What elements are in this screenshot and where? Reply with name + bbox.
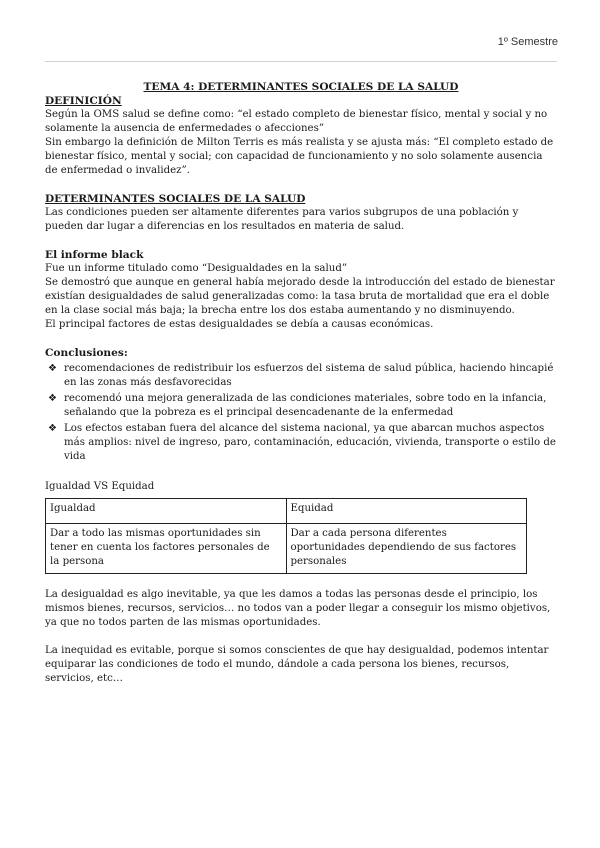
conclusiones-list xyxy=(45,362,557,464)
table-row xyxy=(46,524,527,574)
table-header-cell: Equidad xyxy=(286,499,527,524)
determinantes-paragraph: Las condiciones pueden ser altamente diferentes para varios subgrupos de una población y pueden dar lugar a diferencias en los resultados en materia de salud. xyxy=(45,207,519,232)
informe-paragraph-2: Se demostró que aunque en general había mejorado desde la introducción del estado de bienestar existían desigualdades de salud generalizadas como: la tasa bruta de mortalidad que era el doble en la clase social más baja; la brecha entre los dos estaba aumentando y no disminuyendo. xyxy=(45,277,555,316)
list-item xyxy=(45,392,557,420)
list-item xyxy=(45,422,557,464)
list-item xyxy=(45,362,557,390)
table-header-cell: Igualdad xyxy=(46,499,287,524)
definicion-heading: DEFINICIÓN xyxy=(45,95,122,107)
comparison-label: Igualdad VS Equidad xyxy=(45,481,155,492)
determinantes-heading: DETERMINANTES SOCIALES DE LA SALUD xyxy=(45,193,306,205)
informe-paragraph-3: El principal factores de estas desigualdades se debía a causas económicas. xyxy=(45,319,434,330)
definicion-paragraph-1: Según la OMS salud se define como: “el estado completo de bienestar físico, mental y social y no solamente la ausencia de enfermedades o afecciones” xyxy=(45,109,548,134)
table-cell: Dar a todo las mismas oportunidades sin tener en cuenta los factores personales de la persona xyxy=(46,524,287,574)
list-item-text: recomendaciones de redistribuir los esfuerzos del sistema de salud pública, haciendo hincapié en las zonas más desfavorecidas xyxy=(64,363,554,388)
definicion-paragraph-2: Sin embargo la definición de Milton Terris es más realista y se ajusta más: “El completo estado de bienestar físico, mental y social; con capacidad de funcionamiento y no solo solamente ausencia de enfermedad o invalidez”. xyxy=(45,137,554,176)
header-divider xyxy=(45,61,557,62)
diamond-bullet-icon: ❖ xyxy=(48,363,57,374)
closing-paragraph-2: La inequidad es evitable, porque si somos conscientes de que hay desigualdad, podemos intentar equiparar las condiciones de todo el mundo, dándole a cada persona los bienes, recursos, servicios, etc… xyxy=(45,645,549,684)
list-item-text: Los efectos estaban fuera del alcance del sistema nacional, ya que abarcan muchos aspectos más amplios: nivel de ingreso, paro, contaminación, educación, vivienda, transporte o estilo de vida xyxy=(64,423,556,462)
table-cell: Dar a cada persona diferentes oportunidades dependiendo de sus factores personales xyxy=(286,524,527,574)
semester-label: 1º Semestre xyxy=(497,36,558,48)
informe-heading: El informe black xyxy=(45,249,144,261)
diamond-bullet-icon: ❖ xyxy=(48,423,57,434)
list-item-text: recomendó una mejora generalizada de las condiciones materiales, sobre todo en la infancia, señalando que la pobreza es el principal desencadenante de la enfermedad xyxy=(64,393,547,418)
diamond-bullet-icon: ❖ xyxy=(48,393,57,404)
comparison-table xyxy=(45,498,527,574)
informe-paragraph-1: Fue un informe titulado como “Desigualdades en la salud” xyxy=(45,263,348,274)
conclusiones-heading: Conclusiones: xyxy=(45,347,128,359)
document-title: TEMA 4: DETERMINANTES SOCIALES DE LA SALUD xyxy=(143,81,459,93)
document-body xyxy=(45,80,557,686)
table-header-row xyxy=(46,499,527,524)
closing-paragraph-1: La desigualdad es algo inevitable, ya que les damos a todas las personas desde el principio, los mismos bienes, recursos, servicios… no todos van a poder llegar a conseguir los mismo objetivos, ya que no todos parten de las mismas oportunidades. xyxy=(45,589,551,628)
